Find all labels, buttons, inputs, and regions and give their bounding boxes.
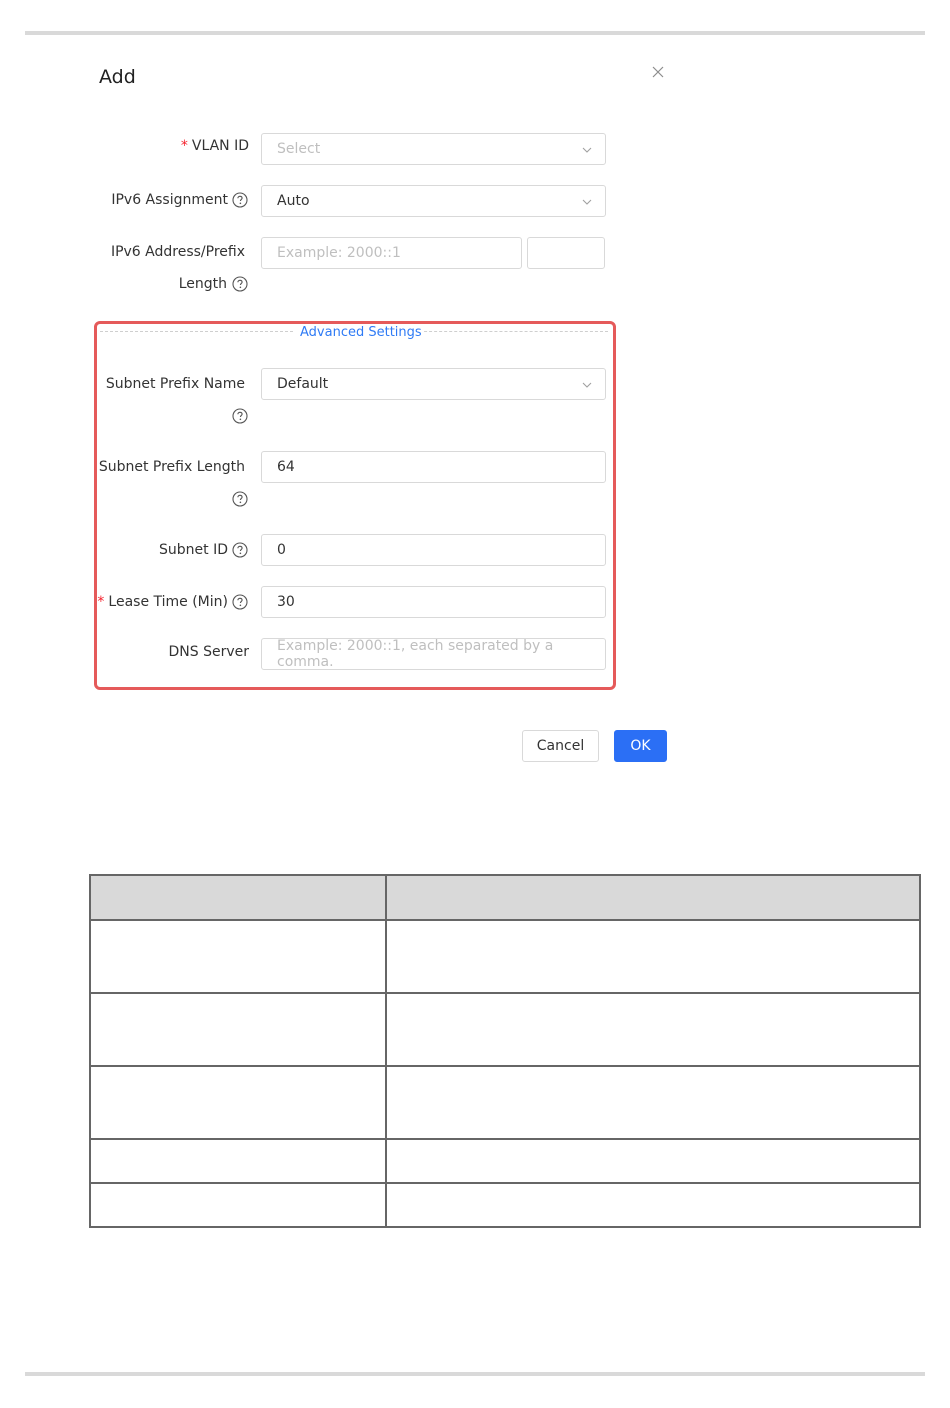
page-bottom-rule (25, 1372, 925, 1376)
ipv6-prefix-length-input[interactable] (527, 237, 605, 269)
table-cell (90, 920, 386, 993)
advanced-divider-right (414, 331, 608, 332)
table-header-cell (386, 875, 920, 920)
subnet-id-label: Subnet ID (159, 542, 228, 558)
subnet-prefix-name-label: Subnet Prefix Name (105, 376, 245, 392)
cancel-button[interactable]: Cancel (522, 730, 599, 762)
table-cell (386, 920, 920, 993)
parameter-table (89, 874, 921, 1228)
help-icon[interactable] (232, 491, 248, 507)
dialog-title: Add (99, 66, 136, 88)
dns-server-label: DNS Server (168, 644, 249, 660)
ok-button[interactable]: OK (614, 730, 667, 762)
table-cell (90, 1066, 386, 1139)
close-icon[interactable] (650, 64, 666, 80)
dns-server-placeholder: Example: 2000::1, each separated by a comma. (277, 638, 554, 670)
advanced-divider-left (100, 331, 293, 332)
table-row (90, 1066, 920, 1139)
table-row (90, 1139, 920, 1183)
table-cell (90, 993, 386, 1066)
ipv6-address-label-line2: Length (178, 276, 227, 292)
chevron-down-icon (581, 144, 593, 156)
ipv6-assignment-label: IPv6 Assignment (111, 192, 228, 208)
subnet-prefix-length-input[interactable] (261, 451, 606, 483)
table-cell (90, 1139, 386, 1183)
table-row (90, 920, 920, 993)
ipv6-assignment-select[interactable] (261, 185, 606, 217)
help-icon[interactable] (232, 276, 248, 292)
required-mark: * (180, 138, 188, 154)
subnet-prefix-name-select[interactable] (261, 368, 606, 400)
subnet-id-input[interactable] (261, 534, 606, 566)
vlan-id-select[interactable] (261, 133, 606, 165)
table-cell (386, 993, 920, 1066)
table-cell (386, 1066, 920, 1139)
table-header-cell (90, 875, 386, 920)
lease-time-input[interactable] (261, 586, 606, 618)
table-cell (386, 1139, 920, 1183)
subnet-prefix-name-value: Default (277, 376, 329, 392)
help-icon[interactable] (232, 542, 248, 558)
table-cell (386, 1183, 920, 1227)
table-row (90, 1183, 920, 1227)
chevron-down-icon (581, 379, 593, 391)
ipv6-address-placeholder: Example: 2000::1 (277, 245, 401, 261)
help-icon[interactable] (232, 594, 248, 610)
lease-time-label: * Lease Time (Min) (97, 594, 228, 610)
table-row (90, 993, 920, 1066)
subnet-prefix-length-value: 64 (277, 459, 295, 475)
subnet-id-value: 0 (277, 542, 286, 558)
lease-time-value: 30 (277, 594, 295, 610)
advanced-settings-toggle[interactable]: Advanced Settings (300, 325, 422, 340)
table-cell (90, 1183, 386, 1227)
table-header-row (90, 875, 920, 920)
ipv6-assignment-value: Auto (277, 193, 310, 209)
dns-server-input[interactable] (261, 638, 606, 670)
vlan-id-placeholder: Select (277, 141, 321, 157)
page-top-rule (25, 31, 925, 35)
chevron-down-icon (581, 196, 593, 208)
ipv6-address-input[interactable] (261, 237, 522, 269)
help-icon[interactable] (232, 408, 248, 424)
required-mark: * (97, 594, 105, 610)
help-icon[interactable] (232, 192, 248, 208)
subnet-prefix-length-label: Subnet Prefix Length (98, 459, 245, 475)
ipv6-address-label-line1: IPv6 Address/Prefix (110, 244, 245, 260)
vlan-id-label: * VLAN ID (180, 138, 249, 154)
